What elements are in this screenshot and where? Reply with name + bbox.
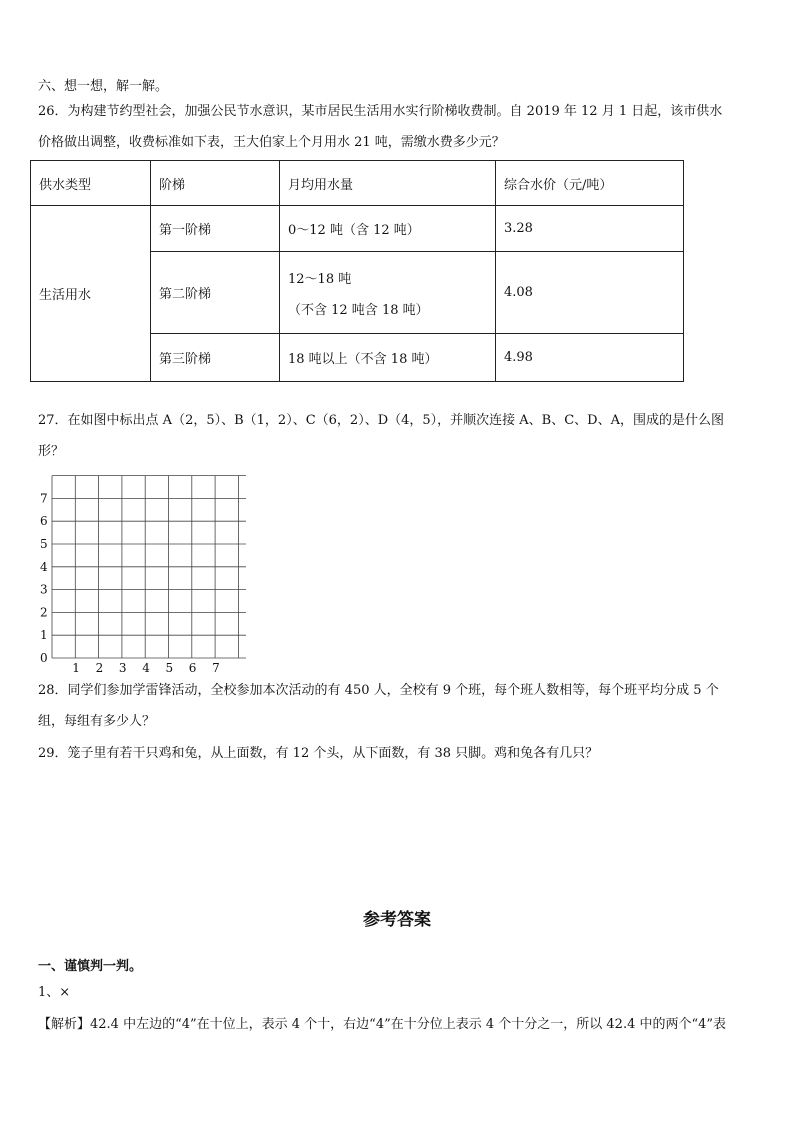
amount-range: 12～18 吨: [288, 271, 352, 287]
table-row: [31, 206, 684, 252]
y-tick-label: 3: [40, 582, 48, 597]
x-tick-label: 4: [142, 661, 150, 675]
x-tick-label: 7: [212, 661, 220, 675]
y-tick-label: 4: [40, 559, 48, 574]
coordinate-grid-svg: [36, 470, 246, 675]
y-tick-label: 1: [40, 628, 48, 643]
question-26-text: 26．为构建节约型社会，加强公民节水意识，某市居民生活用水实行阶梯收费制。自 2019 年 12 月 1 日起，该市供水: [38, 104, 723, 119]
y-tick-label: 2: [40, 605, 48, 620]
price-cell: 4.98: [496, 334, 684, 382]
x-tick-label: 1: [72, 661, 80, 675]
section-heading: 六、想一想，解一解。: [38, 79, 169, 94]
answer-analysis: 【解析】42.4 中左边的“4”在十位上，表示 4 个十，右边“4”在十分位上表示 4 个十分之一，所以 42.4 中的两个“4”表: [38, 1017, 727, 1032]
question-27-text: 27．在如图中标出点 A（2，5）、B（1，2）、C（6，2）、D（4，5），并顺次连接 A、B、C、D、A，围成的是什么图: [38, 413, 724, 428]
answer-key-title: 参考答案: [363, 910, 431, 930]
x-tick-label: 3: [118, 661, 127, 675]
table-header-row: [31, 161, 684, 206]
header-cell: 月均用水量: [280, 161, 496, 206]
question-28-text-cont: 组，每组有多少人？: [38, 714, 156, 729]
header-cell: 供水类型: [31, 161, 151, 206]
amount-cell: 18 吨以上（不含 18 吨）: [280, 334, 496, 382]
x-tick-label: 6: [188, 661, 197, 675]
question-27-text-cont: 形？: [38, 444, 65, 459]
x-tick-label: 2: [95, 661, 104, 675]
answer-item-1: 1、×: [38, 985, 71, 1000]
tier-cell: 第二阶梯: [151, 252, 280, 334]
header-cell: 阶梯: [151, 161, 280, 206]
question-29-text: 29．笼子里有若干只鸡和兔，从上面数，有 12 个头，从下面数，有 38 只脚。鸡和兔各有几只？: [38, 746, 599, 761]
question-28-text: 28．同学们参加学雷锋活动，全校参加本次活动的有 450 人，全校有 9 个班，每个班人数相等，每个班平均分成 5 个: [38, 683, 719, 698]
answer-section-heading: 一、谨慎判一判。: [38, 959, 143, 974]
price-cell: 3.28: [496, 206, 684, 252]
header-cell: 综合水价（元/吨）: [496, 161, 684, 206]
y-tick-label: 6: [40, 514, 48, 529]
water-price-table: [30, 160, 684, 382]
amount-cell: [280, 252, 496, 334]
amount-cell: 0～12 吨（含 12 吨）: [280, 206, 496, 252]
price-cell: 4.08: [496, 252, 684, 334]
coordinate-grid: [36, 470, 246, 675]
question-26-text-cont: 价格做出调整，收费标准如下表，王大伯家上个月用水 21 吨，需缴水费多少元？: [38, 135, 505, 150]
y-tick-label: 7: [40, 491, 48, 506]
amount-note: （不含 12 吨含 18 吨）: [288, 302, 429, 318]
x-tick-label: 5: [165, 661, 174, 675]
tier-cell: 第三阶梯: [151, 334, 280, 382]
y-tick-label: 0: [40, 651, 48, 665]
y-tick-label: 5: [40, 537, 48, 551]
water-type-cell: 生活用水: [31, 206, 151, 382]
tier-cell: 第一阶梯: [151, 206, 280, 252]
